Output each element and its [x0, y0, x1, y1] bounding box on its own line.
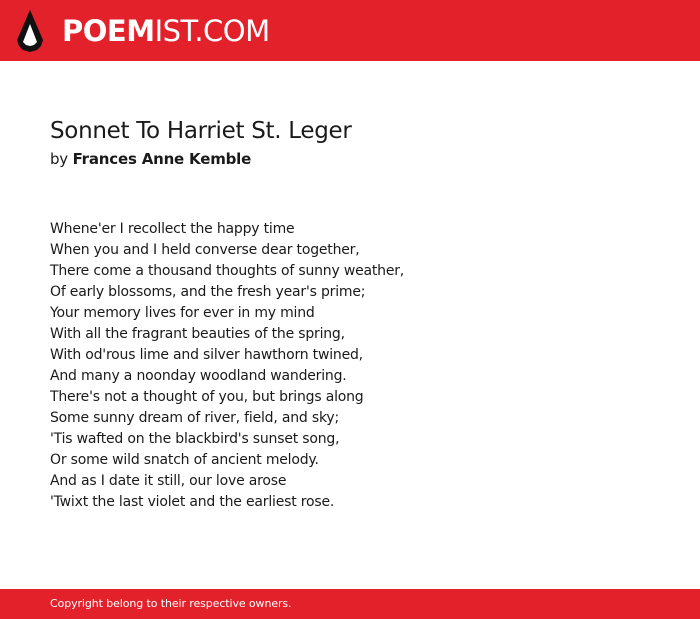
poem-title: Sonnet To Harriet St. Leger [50, 118, 352, 144]
poem-line: Of early blossoms, and the fresh year's prime; [50, 284, 366, 300]
poem-line: Some sunny dream of river, field, and sky; [50, 410, 339, 426]
byline [50, 148, 251, 170]
poem-line: When you and I held converse dear together, [50, 242, 360, 258]
by-label: by [50, 150, 68, 168]
poem-line: Your memory lives for ever in my mind [50, 305, 315, 321]
copyright-notice: Copyright belong to their respective owners. [50, 597, 292, 610]
site-footer [0, 589, 700, 619]
poem-line: There's not a thought of you, but brings along [50, 389, 364, 405]
site-logo[interactable] [62, 13, 270, 49]
logo-strong-text: POEM [62, 14, 155, 48]
poem-line: 'Twixt the last violet and the earliest rose. [50, 494, 335, 510]
poem-line: And many a noonday woodland wandering. [50, 368, 347, 384]
poem-line: Or some wild snatch of ancient melody. [50, 452, 319, 468]
poem-line: With all the fragrant beauties of the spring, [50, 326, 345, 342]
poem-line: Whene'er I recollect the happy time [50, 221, 295, 237]
site-header [0, 0, 700, 61]
pencil-icon[interactable] [17, 10, 43, 52]
poem-line: With od'rous lime and silver hawthorn twined, [50, 347, 363, 363]
logo-light-text: IST.COM [154, 14, 270, 48]
poem-line: 'Tis wafted on the blackbird's sunset song, [50, 431, 340, 447]
poem-line: And as I date it still, our love arose [50, 473, 287, 489]
author-name: Frances Anne Kemble [72, 150, 252, 168]
poem-body [50, 219, 404, 513]
poem-line: There come a thousand thoughts of sunny weather, [50, 263, 405, 279]
